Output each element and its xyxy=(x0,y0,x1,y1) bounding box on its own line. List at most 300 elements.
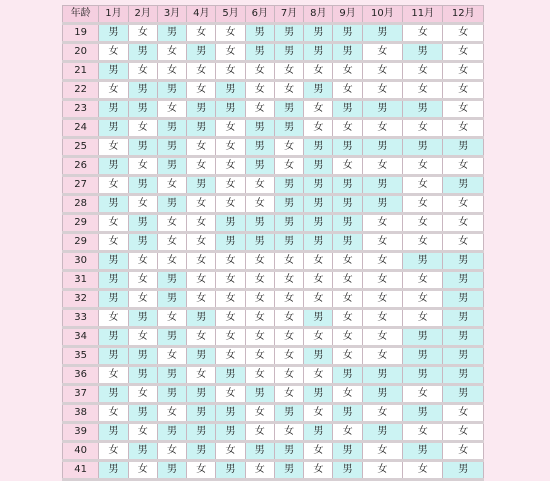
girl-cell: 女 xyxy=(403,233,443,252)
gender-prediction-chart xyxy=(62,5,484,481)
boy-cell: 男 xyxy=(128,176,157,195)
girl-cell: 女 xyxy=(362,233,402,252)
girl-cell: 女 xyxy=(187,328,216,347)
girl-cell: 女 xyxy=(187,195,216,214)
boy-cell: 男 xyxy=(333,43,362,62)
boy-cell: 男 xyxy=(157,138,186,157)
boy-cell: 男 xyxy=(274,176,303,195)
boy-cell: 男 xyxy=(99,62,128,81)
header-month-6: 6月 xyxy=(245,6,274,24)
girl-cell: 女 xyxy=(187,62,216,81)
boy-cell: 男 xyxy=(99,347,128,366)
girl-cell: 女 xyxy=(403,176,443,195)
girl-cell: 女 xyxy=(128,62,157,81)
girl-cell: 女 xyxy=(187,271,216,290)
boy-cell: 男 xyxy=(304,423,333,442)
girl-cell: 女 xyxy=(245,290,274,309)
table-row xyxy=(63,347,484,366)
girl-cell: 女 xyxy=(443,442,484,461)
girl-cell: 女 xyxy=(362,157,402,176)
girl-cell: 女 xyxy=(128,195,157,214)
boy-cell: 男 xyxy=(245,24,274,43)
girl-cell: 女 xyxy=(245,461,274,480)
boy-cell: 男 xyxy=(157,271,186,290)
boy-cell: 男 xyxy=(216,233,245,252)
girl-cell: 女 xyxy=(443,157,484,176)
boy-cell: 男 xyxy=(157,81,186,100)
girl-cell: 女 xyxy=(245,328,274,347)
boy-cell: 男 xyxy=(443,461,484,480)
girl-cell: 女 xyxy=(362,214,402,233)
girl-cell: 女 xyxy=(274,138,303,157)
boy-cell: 男 xyxy=(187,43,216,62)
boy-cell: 男 xyxy=(443,252,484,271)
boy-cell: 男 xyxy=(304,176,333,195)
girl-cell: 女 xyxy=(304,290,333,309)
table-row xyxy=(63,176,484,195)
table-row xyxy=(63,366,484,385)
table-row xyxy=(63,24,484,43)
girl-cell: 女 xyxy=(304,271,333,290)
girl-cell: 女 xyxy=(274,62,303,81)
girl-cell: 女 xyxy=(362,309,402,328)
boy-cell: 男 xyxy=(245,233,274,252)
header-age: 年龄 xyxy=(63,6,99,24)
girl-cell: 女 xyxy=(216,43,245,62)
girl-cell: 女 xyxy=(274,366,303,385)
boy-cell: 男 xyxy=(362,138,402,157)
boy-cell: 男 xyxy=(274,233,303,252)
boy-cell: 男 xyxy=(443,347,484,366)
girl-cell: 女 xyxy=(362,461,402,480)
girl-cell: 女 xyxy=(362,328,402,347)
table-row xyxy=(63,81,484,100)
boy-cell: 男 xyxy=(274,195,303,214)
girl-cell: 女 xyxy=(362,62,402,81)
boy-cell: 男 xyxy=(403,404,443,423)
table-row xyxy=(63,328,484,347)
girl-cell: 女 xyxy=(274,157,303,176)
boy-cell: 男 xyxy=(99,157,128,176)
girl-cell: 女 xyxy=(157,100,186,119)
girl-cell: 女 xyxy=(216,62,245,81)
girl-cell: 女 xyxy=(333,252,362,271)
boy-cell: 男 xyxy=(443,366,484,385)
header-month-4: 4月 xyxy=(187,6,216,24)
girl-cell: 女 xyxy=(403,62,443,81)
age-cell: 21 xyxy=(63,62,99,81)
boy-cell: 男 xyxy=(187,309,216,328)
boy-cell: 男 xyxy=(304,309,333,328)
girl-cell: 女 xyxy=(362,347,402,366)
girl-cell: 女 xyxy=(216,119,245,138)
girl-cell: 女 xyxy=(245,176,274,195)
boy-cell: 男 xyxy=(333,100,362,119)
header-month-2: 2月 xyxy=(128,6,157,24)
boy-cell: 男 xyxy=(128,43,157,62)
boy-cell: 男 xyxy=(403,442,443,461)
boy-cell: 男 xyxy=(274,43,303,62)
boy-cell: 男 xyxy=(99,385,128,404)
table-row xyxy=(63,138,484,157)
girl-cell: 女 xyxy=(245,62,274,81)
boy-cell: 男 xyxy=(99,290,128,309)
boy-cell: 男 xyxy=(99,461,128,480)
girl-cell: 女 xyxy=(403,195,443,214)
girl-cell: 女 xyxy=(216,347,245,366)
boy-cell: 男 xyxy=(304,195,333,214)
girl-cell: 女 xyxy=(443,195,484,214)
boy-cell: 男 xyxy=(216,214,245,233)
boy-cell: 男 xyxy=(187,176,216,195)
boy-cell: 男 xyxy=(99,100,128,119)
boy-cell: 男 xyxy=(362,366,402,385)
girl-cell: 女 xyxy=(245,100,274,119)
table-row xyxy=(63,157,484,176)
header-month-8: 8月 xyxy=(304,6,333,24)
boy-cell: 男 xyxy=(245,138,274,157)
girl-cell: 女 xyxy=(157,62,186,81)
table-row xyxy=(63,195,484,214)
boy-cell: 男 xyxy=(99,119,128,138)
girl-cell: 女 xyxy=(216,385,245,404)
girl-cell: 女 xyxy=(187,366,216,385)
boy-cell: 男 xyxy=(216,366,245,385)
girl-cell: 女 xyxy=(274,309,303,328)
boy-cell: 男 xyxy=(187,100,216,119)
girl-cell: 女 xyxy=(216,290,245,309)
girl-cell: 女 xyxy=(245,347,274,366)
boy-cell: 男 xyxy=(157,328,186,347)
table-row xyxy=(63,385,484,404)
age-cell: 25 xyxy=(63,138,99,157)
girl-cell: 女 xyxy=(216,328,245,347)
girl-cell: 女 xyxy=(304,328,333,347)
age-cell: 31 xyxy=(63,271,99,290)
boy-cell: 男 xyxy=(128,366,157,385)
header-month-5: 5月 xyxy=(216,6,245,24)
girl-cell: 女 xyxy=(216,157,245,176)
header-month-1: 1月 xyxy=(99,6,128,24)
boy-cell: 男 xyxy=(187,385,216,404)
girl-cell: 女 xyxy=(99,43,128,62)
girl-cell: 女 xyxy=(216,252,245,271)
girl-cell: 女 xyxy=(187,157,216,176)
age-cell: 30 xyxy=(63,252,99,271)
boy-cell: 男 xyxy=(99,252,128,271)
girl-cell: 女 xyxy=(128,252,157,271)
girl-cell: 女 xyxy=(304,442,333,461)
boy-cell: 男 xyxy=(362,176,402,195)
girl-cell: 女 xyxy=(245,81,274,100)
girl-cell: 女 xyxy=(333,328,362,347)
boy-cell: 男 xyxy=(245,442,274,461)
table-row xyxy=(63,271,484,290)
girl-cell: 女 xyxy=(403,423,443,442)
boy-cell: 男 xyxy=(443,290,484,309)
girl-cell: 女 xyxy=(403,81,443,100)
girl-cell: 女 xyxy=(128,24,157,43)
girl-cell: 女 xyxy=(443,423,484,442)
girl-cell: 女 xyxy=(187,138,216,157)
table-row xyxy=(63,309,484,328)
boy-cell: 男 xyxy=(403,347,443,366)
boy-cell: 男 xyxy=(128,214,157,233)
girl-cell: 女 xyxy=(216,176,245,195)
girl-cell: 女 xyxy=(304,62,333,81)
header-month-10: 10月 xyxy=(362,6,402,24)
age-cell: 37 xyxy=(63,385,99,404)
boy-cell: 男 xyxy=(187,347,216,366)
header-month-12: 12月 xyxy=(443,6,484,24)
age-cell: 32 xyxy=(63,290,99,309)
girl-cell: 女 xyxy=(245,252,274,271)
girl-cell: 女 xyxy=(245,309,274,328)
girl-cell: 女 xyxy=(443,100,484,119)
girl-cell: 女 xyxy=(99,214,128,233)
girl-cell: 女 xyxy=(333,81,362,100)
girl-cell: 女 xyxy=(333,290,362,309)
girl-cell: 女 xyxy=(333,62,362,81)
girl-cell: 女 xyxy=(99,404,128,423)
girl-cell: 女 xyxy=(333,385,362,404)
girl-cell: 女 xyxy=(187,24,216,43)
girl-cell: 女 xyxy=(274,328,303,347)
boy-cell: 男 xyxy=(304,157,333,176)
girl-cell: 女 xyxy=(128,290,157,309)
girl-cell: 女 xyxy=(245,423,274,442)
age-cell: 24 xyxy=(63,119,99,138)
age-cell: 19 xyxy=(63,24,99,43)
girl-cell: 女 xyxy=(362,404,402,423)
girl-cell: 女 xyxy=(216,442,245,461)
boy-cell: 男 xyxy=(128,138,157,157)
chart-body xyxy=(63,24,484,480)
table-row xyxy=(63,43,484,62)
girl-cell: 女 xyxy=(304,461,333,480)
table-row xyxy=(63,442,484,461)
boy-cell: 男 xyxy=(187,404,216,423)
girl-cell: 女 xyxy=(333,347,362,366)
boy-cell: 男 xyxy=(157,366,186,385)
girl-cell: 女 xyxy=(157,176,186,195)
boy-cell: 男 xyxy=(362,24,402,43)
boy-cell: 男 xyxy=(443,138,484,157)
boy-cell: 男 xyxy=(245,385,274,404)
girl-cell: 女 xyxy=(333,271,362,290)
girl-cell: 女 xyxy=(304,100,333,119)
boy-cell: 男 xyxy=(333,195,362,214)
boy-cell: 男 xyxy=(157,195,186,214)
boy-cell: 男 xyxy=(443,271,484,290)
girl-cell: 女 xyxy=(245,366,274,385)
girl-cell: 女 xyxy=(274,290,303,309)
girl-cell: 女 xyxy=(362,81,402,100)
boy-cell: 男 xyxy=(274,442,303,461)
girl-cell: 女 xyxy=(157,233,186,252)
girl-cell: 女 xyxy=(304,404,333,423)
age-cell: 23 xyxy=(63,100,99,119)
boy-cell: 男 xyxy=(403,366,443,385)
age-cell: 36 xyxy=(63,366,99,385)
girl-cell: 女 xyxy=(128,271,157,290)
boy-cell: 男 xyxy=(245,119,274,138)
boy-cell: 男 xyxy=(216,100,245,119)
boy-cell: 男 xyxy=(362,423,402,442)
girl-cell: 女 xyxy=(216,271,245,290)
table-row xyxy=(63,100,484,119)
girl-cell: 女 xyxy=(128,328,157,347)
boy-cell: 男 xyxy=(333,176,362,195)
girl-cell: 女 xyxy=(362,43,402,62)
boy-cell: 男 xyxy=(99,195,128,214)
girl-cell: 女 xyxy=(99,442,128,461)
girl-cell: 女 xyxy=(443,119,484,138)
boy-cell: 男 xyxy=(362,195,402,214)
boy-cell: 男 xyxy=(157,385,186,404)
table-row xyxy=(63,461,484,480)
girl-cell: 女 xyxy=(443,43,484,62)
girl-cell: 女 xyxy=(333,119,362,138)
boy-cell: 男 xyxy=(245,214,274,233)
boy-cell: 男 xyxy=(403,43,443,62)
boy-cell: 男 xyxy=(304,347,333,366)
boy-cell: 男 xyxy=(304,24,333,43)
girl-cell: 女 xyxy=(362,252,402,271)
table-row xyxy=(63,290,484,309)
boy-cell: 男 xyxy=(443,176,484,195)
boy-cell: 男 xyxy=(128,100,157,119)
boy-cell: 男 xyxy=(443,309,484,328)
boy-cell: 男 xyxy=(274,100,303,119)
girl-cell: 女 xyxy=(99,176,128,195)
girl-cell: 女 xyxy=(99,138,128,157)
girl-cell: 女 xyxy=(157,404,186,423)
girl-cell: 女 xyxy=(274,385,303,404)
girl-cell: 女 xyxy=(216,138,245,157)
boy-cell: 男 xyxy=(333,138,362,157)
girl-cell: 女 xyxy=(403,157,443,176)
girl-cell: 女 xyxy=(216,195,245,214)
chart-table xyxy=(62,5,484,481)
girl-cell: 女 xyxy=(403,461,443,480)
boy-cell: 男 xyxy=(304,138,333,157)
girl-cell: 女 xyxy=(362,290,402,309)
boy-cell: 男 xyxy=(157,24,186,43)
girl-cell: 女 xyxy=(403,24,443,43)
girl-cell: 女 xyxy=(403,271,443,290)
header-month-3: 3月 xyxy=(157,6,186,24)
girl-cell: 女 xyxy=(216,309,245,328)
header-row xyxy=(63,6,484,24)
girl-cell: 女 xyxy=(403,385,443,404)
boy-cell: 男 xyxy=(157,290,186,309)
age-cell: 22 xyxy=(63,81,99,100)
girl-cell: 女 xyxy=(187,252,216,271)
girl-cell: 女 xyxy=(443,81,484,100)
girl-cell: 女 xyxy=(403,119,443,138)
boy-cell: 男 xyxy=(216,81,245,100)
girl-cell: 女 xyxy=(128,461,157,480)
age-cell: 34 xyxy=(63,328,99,347)
girl-cell: 女 xyxy=(274,81,303,100)
boy-cell: 男 xyxy=(333,404,362,423)
boy-cell: 男 xyxy=(274,404,303,423)
girl-cell: 女 xyxy=(128,119,157,138)
girl-cell: 女 xyxy=(304,252,333,271)
age-cell: 29 xyxy=(63,214,99,233)
boy-cell: 男 xyxy=(403,100,443,119)
boy-cell: 男 xyxy=(304,385,333,404)
boy-cell: 男 xyxy=(216,461,245,480)
age-cell: 35 xyxy=(63,347,99,366)
girl-cell: 女 xyxy=(274,252,303,271)
age-cell: 27 xyxy=(63,176,99,195)
girl-cell: 女 xyxy=(333,423,362,442)
boy-cell: 男 xyxy=(304,233,333,252)
boy-cell: 男 xyxy=(128,233,157,252)
header-month-11: 11月 xyxy=(403,6,443,24)
girl-cell: 女 xyxy=(157,442,186,461)
girl-cell: 女 xyxy=(99,366,128,385)
boy-cell: 男 xyxy=(128,309,157,328)
age-cell: 29 xyxy=(63,233,99,252)
boy-cell: 男 xyxy=(333,214,362,233)
boy-cell: 男 xyxy=(216,404,245,423)
header-month-7: 7月 xyxy=(274,6,303,24)
girl-cell: 女 xyxy=(245,404,274,423)
boy-cell: 男 xyxy=(274,119,303,138)
boy-cell: 男 xyxy=(187,442,216,461)
boy-cell: 男 xyxy=(333,233,362,252)
girl-cell: 女 xyxy=(443,233,484,252)
age-cell: 26 xyxy=(63,157,99,176)
boy-cell: 男 xyxy=(245,43,274,62)
girl-cell: 女 xyxy=(443,62,484,81)
age-cell: 38 xyxy=(63,404,99,423)
age-cell: 20 xyxy=(63,43,99,62)
boy-cell: 男 xyxy=(274,214,303,233)
boy-cell: 男 xyxy=(128,347,157,366)
boy-cell: 男 xyxy=(99,271,128,290)
boy-cell: 男 xyxy=(274,461,303,480)
girl-cell: 女 xyxy=(245,195,274,214)
boy-cell: 男 xyxy=(128,81,157,100)
table-row xyxy=(63,404,484,423)
boy-cell: 男 xyxy=(333,366,362,385)
girl-cell: 女 xyxy=(304,366,333,385)
girl-cell: 女 xyxy=(187,214,216,233)
girl-cell: 女 xyxy=(128,385,157,404)
table-row xyxy=(63,423,484,442)
girl-cell: 女 xyxy=(187,233,216,252)
boy-cell: 男 xyxy=(362,385,402,404)
boy-cell: 男 xyxy=(443,385,484,404)
table-row xyxy=(63,119,484,138)
girl-cell: 女 xyxy=(443,404,484,423)
girl-cell: 女 xyxy=(274,271,303,290)
girl-cell: 女 xyxy=(157,252,186,271)
boy-cell: 男 xyxy=(99,24,128,43)
age-cell: 39 xyxy=(63,423,99,442)
boy-cell: 男 xyxy=(99,423,128,442)
girl-cell: 女 xyxy=(157,43,186,62)
girl-cell: 女 xyxy=(304,119,333,138)
girl-cell: 女 xyxy=(362,271,402,290)
girl-cell: 女 xyxy=(274,423,303,442)
boy-cell: 男 xyxy=(128,404,157,423)
girl-cell: 女 xyxy=(99,81,128,100)
